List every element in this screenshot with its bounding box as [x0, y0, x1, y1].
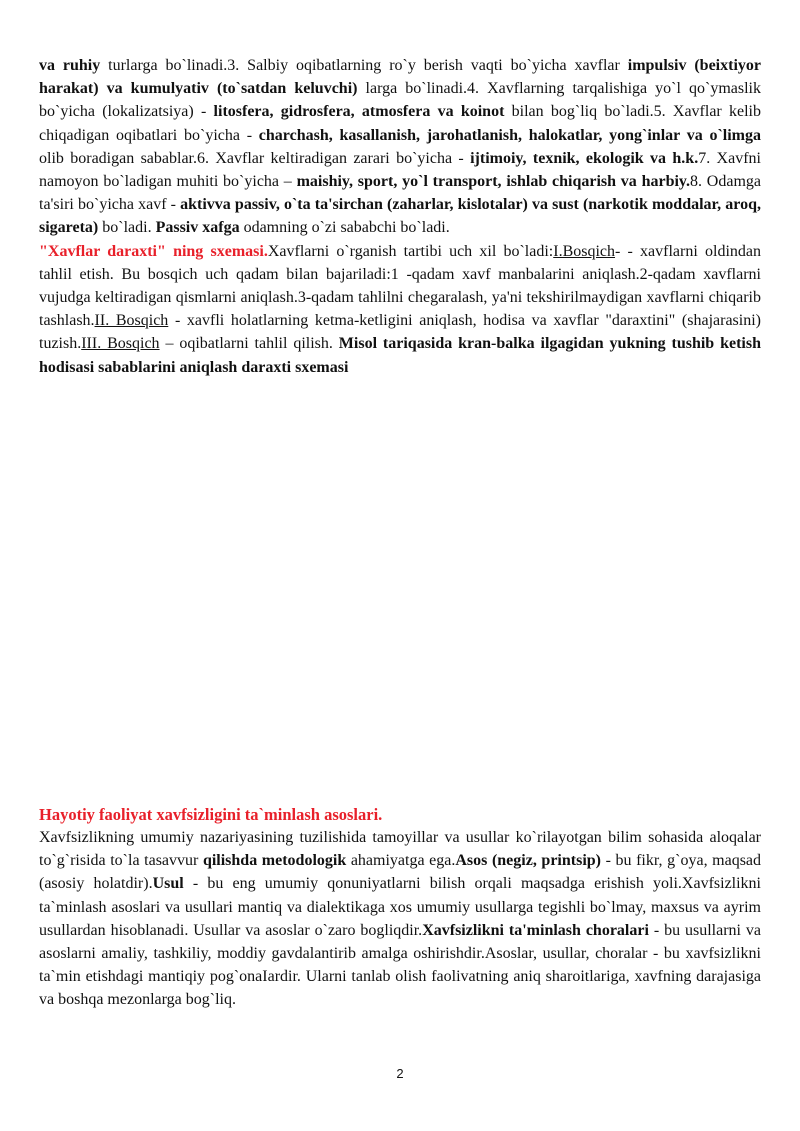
text-run: III. Bosqich [81, 335, 160, 353]
text-run: Misol tariqasida kran-balka ilgagidan yukning tushib ketish hodisasi sabablarini aniqlash daraxti sxemasi [39, 335, 761, 376]
text-run: Xavflarni o`rganish tartibi uch xil bo`ladi: [267, 242, 554, 260]
text-run: - - xavflarni oldindan tahlil etish. Bu bosqich uch qadam bilan bajariladi:1 -qadam xavf manbalarini aniqlash.2-qadam xavflarni vujudga keltiradigan qismlarni aniqlash.3-qadam tahlilni chegaralash, ya'ni tekshirilmaydigan xavflarni chiqarib tashlash. [39, 242, 761, 330]
text-run: turlarga bo`linadi.3. Salbiy oqibatlarning ro`y berish vaqti bo`yicha xavflar [100, 57, 628, 74]
page-number: 2 [396, 1066, 404, 1081]
text-run: 8. Odamga ta'siri bo`yicha xavf - [39, 173, 762, 214]
text-run: – oqibatlarni tahlil qilish. [159, 335, 339, 353]
text-run: I.Bosqich [553, 242, 616, 260]
text-run: qilishda metodologik [202, 852, 347, 870]
text-run: bilan bog`liq bo`ladi.5. Xavflar kelib chiqadigan oqibatlari bo`yicha - [39, 103, 761, 144]
paragraph-hazard-classification [39, 54, 761, 240]
paragraph-safety-principles [39, 826, 761, 1012]
text-run: II. Bosqich [94, 312, 169, 330]
text-run: va ruhiy [39, 57, 101, 74]
text-run: aktivva passiv, o`ta ta'sirchan (zaharlar, kislotalar) va sust (narkotik moddalar, aroq, sigareta) [39, 196, 762, 237]
text-run: - bu eng umumiy qonuniyatlarni bilish orqali maqsadga erishish yoli.Xavfsizlikni ta`minlash asoslari va usullari mantiq va dialektikaga xos umumiy usullarga tegishli bo`lmay, maxsus va ayrim usullardan hisoblanadi. Usullar va asoslar o`zaro bogliqdir. [39, 875, 762, 939]
text-run: maishiy, sport, yo`l transport, ishlab chiqarish va harbiy. [296, 173, 691, 191]
text-run: - bu fikr, g`oya, maqsad (asosiy holatdir). [39, 852, 762, 893]
text-run: olib boradigan sabablar.6. Xavflar keltiradigan zarari bo`yicha - [39, 149, 471, 167]
section-heading: Hayotiy faoliyat xavfsizligini ta`minlash asoslari. [39, 804, 383, 824]
text-run: Xavfsizlikni ta'minlash choralari [422, 921, 649, 939]
text-run: - bu usullarni va asoslarni amaliy, tashkiliy, moddiy gavdalantirib amalga oshirishdir.Asoslar, usullar, choralar - bu xavfsizlikni ta`min etishdagi mantiqiy pog`onaIardir. Ularni tanlab olish faolivatning aniq sharoitlariga, xavfning darajasiga va boshqa mezonlarga bog`liq. [39, 921, 762, 1009]
text-run: 7. Xavfni namoyon bo`ladigan muhiti bo`yicha – [39, 149, 761, 191]
text-run: larga bo`linadi.4. Xavflarning tarqalishiga yo`l qo`ymaslik bo`yicha (lokalizatsiya) - [39, 80, 761, 121]
text-run: - xavfli holatlarning ketma-ketligini aniqlash, hodisa va xavflar "daraxtini" (shajarasini) tuzish. [39, 312, 761, 353]
figure-placeholder-hazard-tree [39, 379, 761, 803]
text-run: ahamiyatga ega. [346, 852, 456, 870]
text-run: Passiv xafga [155, 219, 240, 237]
text-run: Xavfsizlikning umumiy nazariyasining tuzilishida tamoyillar va usullar ko`rilayotgan bilim sohasida aloqalar to`g`risida to`la tasavvur [39, 829, 761, 870]
paragraph-hazard-tree [39, 240, 761, 379]
text-run: Usul [152, 875, 184, 893]
document-page [39, 54, 761, 1012]
text-run: litosfera, gidrosfera, atmosfera va koinot [213, 103, 505, 121]
text-run: charchash, kasallanish, jarohatlanish, halokatlar, yong`inlar va o`limga [258, 126, 761, 144]
text-run: Asos (negiz, printsip) [455, 852, 601, 870]
text-run: bo`ladi. [98, 219, 156, 237]
text-run: impulsiv (beixtiyor harakat) va kumulyativ (to`satdan keluvchi) [39, 57, 761, 98]
text-run: ijtimoiy, texnik, ekologik va h.k. [470, 149, 699, 167]
text-run: odamning o`zi sababchi bo`ladi. [239, 219, 450, 237]
text-run: "Xavflar daraxti" ning sxemasi. [39, 242, 268, 260]
